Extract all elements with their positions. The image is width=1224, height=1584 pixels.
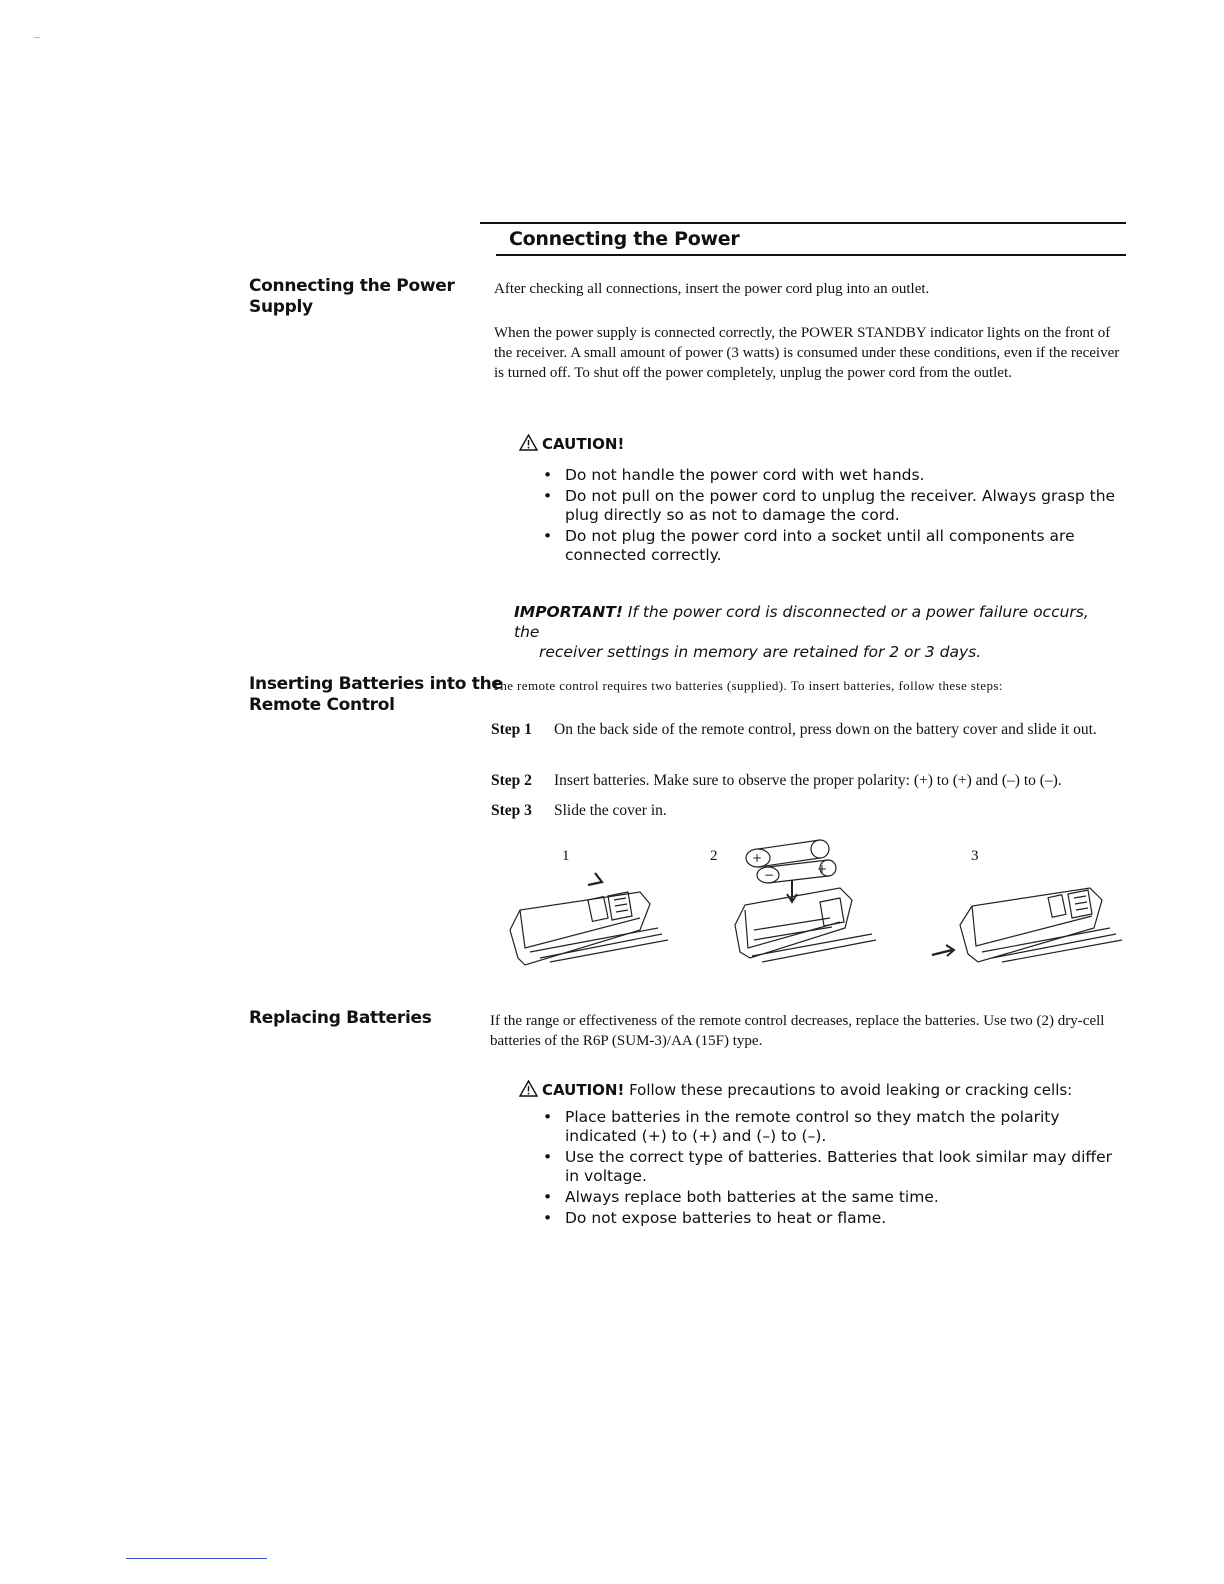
warning-icon — [519, 434, 538, 451]
caution-heading-batteries: CAUTION! Follow these precautions to avoid leaking or cracking cells: — [519, 1080, 1072, 1099]
power-para-1: After checking all connections, insert the power cord plug into an outlet. — [494, 281, 930, 297]
step-1: Step 1 On the back side of the remote control, press down on the battery cover and slide it out. — [491, 721, 1097, 738]
power-caution-list — [538, 466, 1128, 567]
list-item: • Always replace both batteries at the same time. — [538, 1188, 1118, 1207]
list-item: • Do not plug the power cord into a socket until all components are connected correctly. — [538, 527, 1128, 565]
side-heading-inserting-batteries: Inserting Batteries into the Remote Control — [249, 674, 503, 715]
list-item: • Place batteries in the remote control so they match the polarity indicated (+) to (+) and (–) to (–). — [538, 1108, 1118, 1146]
replacing-para: If the range or effectiveness of the remote control decreases, replace the batteries. Use two (2) dry-cell batteries of the R6P (SUM-3)/AA (15F) type. — [490, 1013, 1105, 1049]
remote-cover-slide-illustration — [932, 888, 1122, 962]
remote-cover-closed-illustration — [510, 873, 668, 965]
list-item: • Do not expose batteries to heat or flame. — [538, 1209, 1118, 1228]
title-underline — [496, 254, 1126, 256]
side-heading-power-supply: Connecting the Power Supply — [249, 276, 455, 317]
footer-rule — [126, 1558, 267, 1559]
scan-mark — [34, 37, 40, 38]
svg-text:+: + — [817, 862, 828, 876]
list-item: • Use the correct type of batteries. Batteries that look similar may differ in voltage. — [538, 1148, 1118, 1186]
inserting-intro: The remote control requires two batteries (supplied). To insert batteries, follow these steps: — [492, 678, 1003, 693]
svg-text:−: − — [764, 868, 775, 882]
battery-installation-illustration — [490, 830, 1130, 980]
list-item: • Do not pull on the power cord to unplug the receiver. Always grasp the plug directly so as not to damage the cord. — [538, 487, 1128, 525]
figure-number-2: 2 — [710, 848, 718, 864]
power-para-2: When the power supply is connected correctly, the POWER STANDBY indicator lights on the front of the receiver. A small amount of power (3 watts) is consumed under these conditions, even if the receiver is turned off. To shut off the power completely, unplug the power cord from the outlet. — [494, 325, 1120, 381]
list-item: • Do not handle the power cord with wet hands. — [538, 466, 1128, 485]
step-3: Step 3 Slide the cover in. — [491, 802, 667, 819]
caution-heading-power: CAUTION! — [519, 434, 624, 453]
side-heading-replacing-batteries: Replacing Batteries — [249, 1008, 432, 1028]
battery-caution-list — [538, 1108, 1118, 1230]
important-note: IMPORTANT! If the power cord is disconnected or a power failure occurs, the receiver settings in memory are retained for 2 or 3 days. — [514, 603, 1089, 661]
top-rule — [480, 222, 1126, 224]
warning-icon — [519, 1080, 538, 1097]
figure-number-3: 3 — [971, 848, 979, 864]
section-title: Connecting the Power — [509, 228, 740, 250]
svg-text:+: + — [752, 851, 763, 865]
battery-insertion-illustration — [735, 840, 876, 962]
step-2: Step 2 Insert batteries. Make sure to observe the proper polarity: (+) to (+) and (–) to (–). — [491, 772, 1062, 789]
figure-number-1: 1 — [562, 848, 570, 864]
